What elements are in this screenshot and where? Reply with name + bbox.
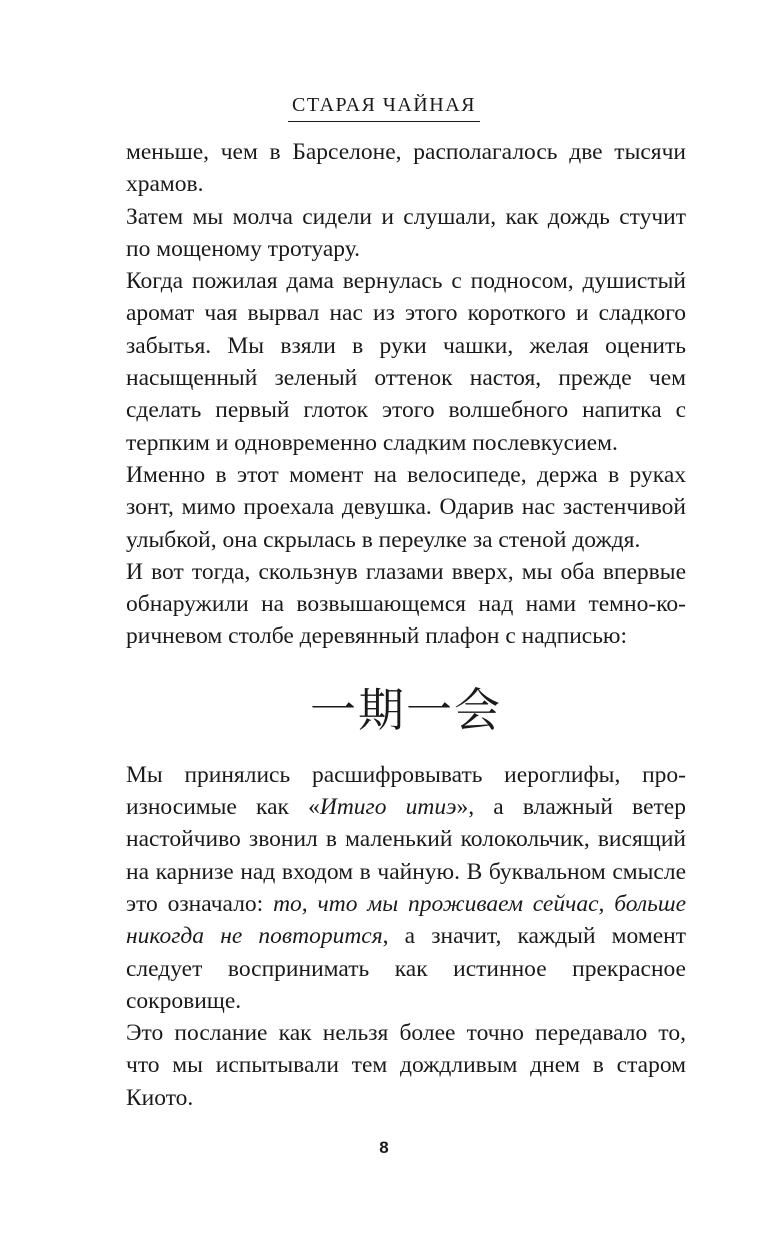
- paragraph-3: Когда пожилая дама вернулась с подносом, душистый аромат чая вырвал нас из этого короткого и сладкого забытья. Мы взяли в руки чашки, желая оценить насыщенный зеленый оттенок настоя, прежде чем сделать первый глоток этого волшебного напитка с терпким и одновременно сладким послевкусием.: [126, 268, 686, 456]
- running-title: СТАРАЯ ЧАЙНАЯ: [288, 94, 480, 122]
- paragraph-6-part-c: », а влажный ветер настойчиво звонил в маленький колокольчик, висящий на карнизе над входом в чайную. В буквальном смысле это означало:: [126, 794, 686, 917]
- kanji-inscription: 一期一会: [310, 682, 502, 737]
- paragraph-6: [126, 759, 686, 1017]
- page-number: 8: [379, 1138, 389, 1157]
- paragraph-2: Затем мы молча сидели и слушали, как дождь стучит по мощеному тротуару.: [126, 203, 686, 262]
- body-text: [126, 136, 686, 1114]
- paragraph-5: И вот тогда, скользнув глазами вверх, мы оба впервые обнаружили на возвышающемся над нами темно-коричневом столбе деревянный плафон с надписью:: [126, 558, 686, 650]
- paragraph-6-part-a: Мы принялись расшифровывать иероглифы, произносимые как «: [126, 761, 686, 821]
- paragraph-6-meaning: то, что мы проживаем сейчас, больше никогда не повторится: [126, 890, 687, 950]
- paragraph-6-romaji: Итиго итиэ: [319, 794, 457, 821]
- paragraph-4: Именно в этот момент на велосипеде, держа в руках зонт, мимо проехала девушка. Одарив нас застенчивой улыбкой, она скрылась в переулке за стеной дождя.: [126, 461, 686, 553]
- paragraph-1: меньше, чем в Барселоне, располагалось две тысячи храмов.: [126, 139, 686, 198]
- running-head: [0, 94, 768, 122]
- paragraph-6-part-e: , а значит, каждый момент следует воспринимать как истинное прекрасное сокровище.: [126, 923, 686, 1014]
- paragraph-7: Это послание как нельзя более точно передавало то, что мы испытывали тем дождливым днем в старом Киото.: [126, 1020, 686, 1111]
